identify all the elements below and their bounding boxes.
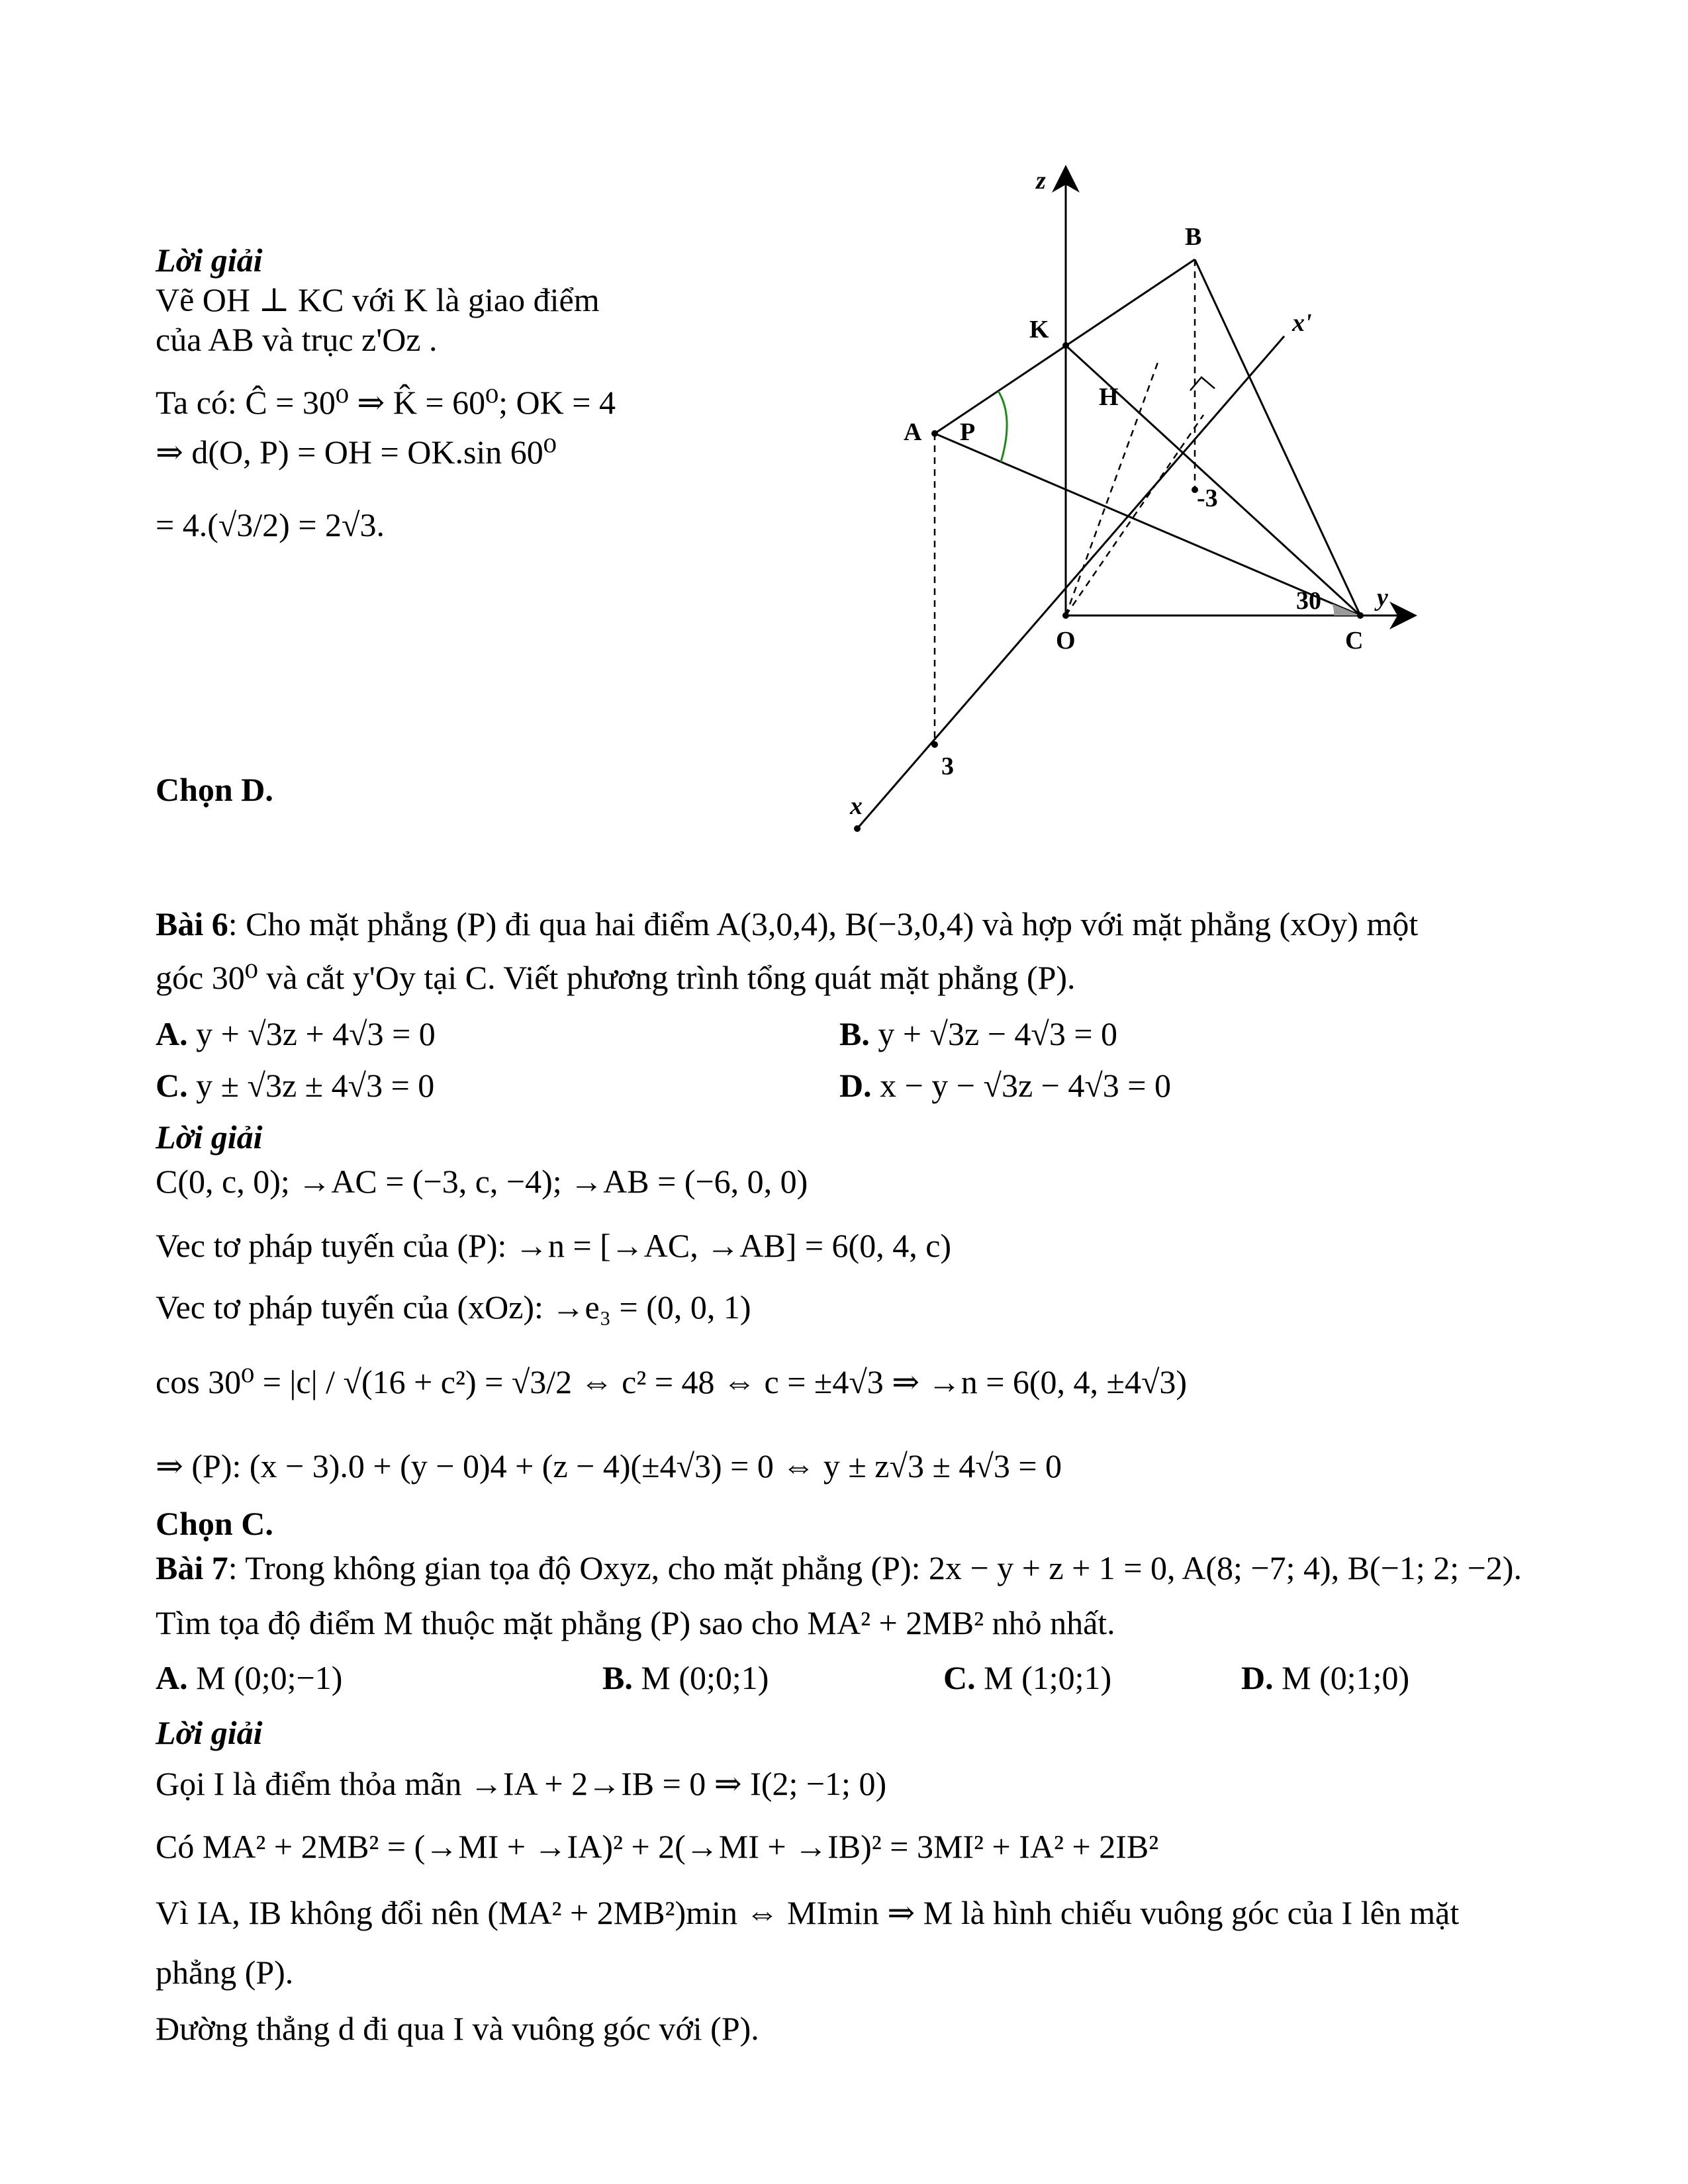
option-C: C. M (1;0;1)	[943, 1659, 1112, 1696]
label-A: A	[904, 418, 922, 446]
label-3: 3	[941, 752, 954, 780]
problem-6-line: góc 30⁰ và cắt y'Oy tại C. Viết phương trình tổng quát mặt phẳng (P).	[156, 959, 1076, 996]
label-x: x	[850, 792, 863, 820]
option-A: A. M (0;0;−1)	[156, 1659, 343, 1696]
problem-7-line	[156, 1548, 1522, 1588]
line-BC	[1195, 259, 1360, 615]
geometry-figure	[821, 159, 1443, 847]
problem-title: Bài 6	[156, 905, 228, 942]
point-A	[931, 430, 938, 437]
solution-line: của AB và trục z'Oz .	[156, 321, 438, 358]
problem-text: : Cho mặt phẳng (P) đi qua hai điểm A(3,0,4), B(−3,0,4) và hợp với mặt phẳng (xOy) một	[228, 905, 1419, 942]
label-O: O	[1056, 627, 1076, 655]
problem-6-line	[156, 904, 1418, 944]
option-D: D. M (0;1;0)	[1241, 1659, 1410, 1696]
solution-line: Ta có: Ĉ = 30⁰ ⇒ K̂ = 60⁰; OK = 4	[156, 384, 616, 421]
label-B: B	[1185, 223, 1202, 251]
solution-line: Vec tơ pháp tuyến của (P): →n = [→AC, →AB] = 6(0, 4, c)	[156, 1227, 952, 1264]
solution-line: Vẽ OH ⊥ KC với K là giao điểm	[156, 281, 600, 318]
solution-line: Gọi I là điểm thỏa mãn →IA + 2→IB = 0 ⇒ I(2; −1; 0)	[156, 1765, 887, 1802]
solution-line: Vec tơ pháp tuyến của (xOz): →e₃ = (0, 0, 1)	[156, 1289, 751, 1326]
solution-line: ⇒ d(O, P) = OH = OK.sin 60⁰	[156, 433, 557, 471]
solution-line: = 4.(√3/2) = 2√3.	[156, 506, 385, 543]
angle-arc	[998, 391, 1007, 462]
option-B: B. y + √3z − 4√3 = 0	[839, 1015, 1118, 1052]
problem-7-line: Tìm tọa độ điểm M thuộc mặt phẳng (P) sao cho MA² + 2MB² nhỏ nhất.	[156, 1604, 1115, 1641]
label-C: C	[1345, 627, 1364, 655]
solution-line: ⇒ (P): (x − 3).0 + (y − 0)4 + (z − 4)(±4√3) = 0 ⇔ y ± z√3 ± 4√3 = 0	[156, 1447, 1062, 1484]
solution-line: Có MA² + 2MB² = (→MI + →IA)² + 2(→MI + →IB)² = 3MI² + IA² + 2IB²	[156, 1828, 1159, 1865]
label-y: y	[1377, 584, 1388, 612]
solution-heading: Lời giải	[156, 1714, 263, 1751]
choose-answer: Chọn D.	[156, 771, 273, 808]
label-H: H	[1099, 383, 1119, 411]
option-C: C. y ± √3z ± 4√3 = 0	[156, 1067, 435, 1104]
choose-answer: Chọn C.	[156, 1505, 273, 1542]
solution-heading: Lời giải	[156, 242, 263, 279]
point-3	[931, 741, 938, 748]
option-B: B. M (0;0;1)	[602, 1659, 769, 1696]
solution-heading: Lời giải	[156, 1118, 263, 1156]
solution-line: cos 30⁰ = |c| / √(16 + c²) = √3/2 ⇔ c² = 48 ⇔ c = ±4√3 ⇒ →n = 6(0, 4, ±4√3)	[156, 1363, 1188, 1400]
label-z: z	[1036, 167, 1046, 195]
label-minus3: -3	[1197, 484, 1218, 512]
point-C	[1357, 612, 1364, 619]
solution-line: Đường thẳng d đi qua I và vuông góc với (P).	[156, 2010, 759, 2047]
dashed-line	[1066, 415, 1203, 615]
problem-text: : Trong không gian tọa độ Oxyz, cho mặt phẳng (P): 2x − y + z + 1 = 0, A(8; −7; 4), B(−1; 2; −2).	[228, 1549, 1522, 1586]
label-xprime: x'	[1292, 309, 1312, 337]
point-x-end	[854, 825, 861, 832]
solution-line: Vì IA, IB không đổi nên (MA² + 2MB²)min ⇔ MImin ⇒ M là hình chiếu vuông góc của I lên mặt	[156, 1894, 1460, 1931]
label-K: K	[1029, 316, 1049, 343]
option-A: A. y + √3z + 4√3 = 0	[156, 1015, 436, 1052]
x-axis	[857, 336, 1284, 829]
solution-line: C(0, c, 0); →AC = (−3, c, −4); →AB = (−6, 0, 0)	[156, 1163, 808, 1200]
right-angle-mark	[1190, 377, 1215, 390]
point-K	[1062, 342, 1069, 349]
point-O	[1062, 612, 1069, 619]
problem-title: Bài 7	[156, 1549, 228, 1586]
label-angle-30: 30	[1296, 587, 1321, 615]
option-D: D. x − y − √3z − 4√3 = 0	[839, 1067, 1171, 1104]
solution-line: phẳng (P).	[156, 1954, 294, 1991]
label-P: P	[960, 418, 976, 446]
